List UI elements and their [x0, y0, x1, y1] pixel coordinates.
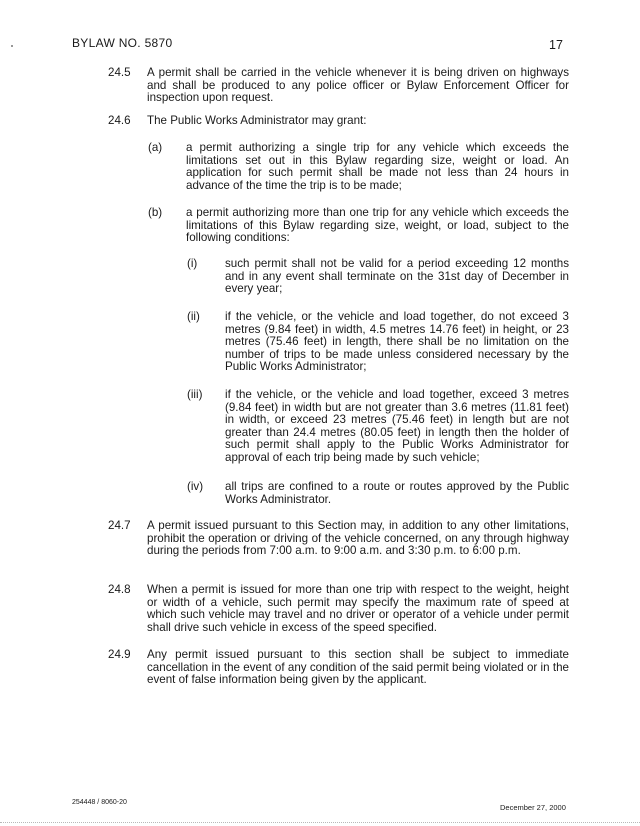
clause-b-text: a permit authorizing more than one trip for any vehicle which exceeds the limitations of this Bylaw regarding size, weight, or load, subject to the following conditions:: [186, 206, 569, 245]
clause-label-b: (b): [148, 206, 163, 219]
section-24-5-text: A permit shall be carried in the vehicle whenever it is being driven on highways and shall be produced to any police officer or Bylaw Enforcement Officer for inspection upon request.: [147, 66, 569, 105]
section-number-24-8: 24.8: [108, 583, 131, 596]
subclause-label-iii: (iii): [187, 388, 203, 401]
subclause-label-iv: (iv): [187, 480, 204, 493]
bottom-rule: [0, 822, 640, 823]
section-number-24-6: 24.6: [108, 114, 131, 127]
subclause-iii-text: if the vehicle, or the vehicle and load together, exceed 3 metres (9.84 feet) in width but are not greater than 3.6 metres (11.81 feet) in width, or exceed 23 metres (75.46 feet) in length but are not greater than 24.4 metres (80.05 feet) in length then the holder of such permit shall apply to the Public Works Administrator for approval of each trip being made by such vehicle;: [225, 388, 569, 464]
page-number: 17: [549, 38, 563, 52]
scan-speck: [11, 45, 13, 47]
subclause-label-i: (i): [187, 257, 198, 270]
section-number-24-7: 24.7: [108, 519, 131, 532]
subclause-label-ii: (ii): [187, 310, 200, 323]
section-24-7-text: A permit issued pursuant to this Section may, in addition to any other limitations, prohibit the operation or driving of the vehicle concerned, on any through highway during the periods from 7:00 a.m. to 9:00 a.m. and 3:30 p.m. to 6:00 p.m.: [147, 519, 569, 558]
section-number-24-5: 24.5: [108, 66, 131, 79]
clause-a-text: a permit authorizing a single trip for any vehicle which exceeds the limitations set out in this Bylaw regarding size, weight or load. An application for such permit shall be made not less than 24 hours in advance of the time the trip is to be made;: [186, 141, 569, 192]
footer-document-reference: 254448 / 8060-20: [72, 799, 127, 806]
subclause-i-text: such permit shall not be valid for a period exceeding 12 months and in any event shall terminate on the 31st day of December in every year;: [225, 257, 569, 296]
section-24-8-text: When a permit is issued for more than one trip with respect to the weight, height or width of a vehicle, such permit may specify the maximum rate of speed at which such vehicle may travel and no driver or operator of a vehicle under permit shall drive such vehicle in excess of the speed specified.: [147, 583, 569, 634]
clause-label-a: (a): [148, 141, 163, 154]
subclause-iv-text: all trips are confined to a route or routes approved by the Public Works Administrator.: [225, 480, 569, 506]
subclause-ii-text: if the vehicle, or the vehicle and load together, do not exceed 3 metres (9.84 feet) in width, 4.5 metres 14.76 feet) in height, or 23 metres (75.46 feet) in length, there shall be no limitation on the number of trips to be made unless considered necessary by the Public Works Administrator;: [225, 310, 569, 374]
section-24-9-text: Any permit issued pursuant to this section shall be subject to immediate cancellation in the event of any condition of the said permit being violated or in the event of false information being given by the applicant.: [147, 648, 569, 687]
footer-date: December 27, 2000: [500, 803, 566, 812]
bylaw-title: BYLAW NO. 5870: [72, 36, 173, 50]
section-24-6-text: The Public Works Administrator may grant:: [147, 114, 367, 127]
section-number-24-9: 24.9: [108, 648, 131, 661]
